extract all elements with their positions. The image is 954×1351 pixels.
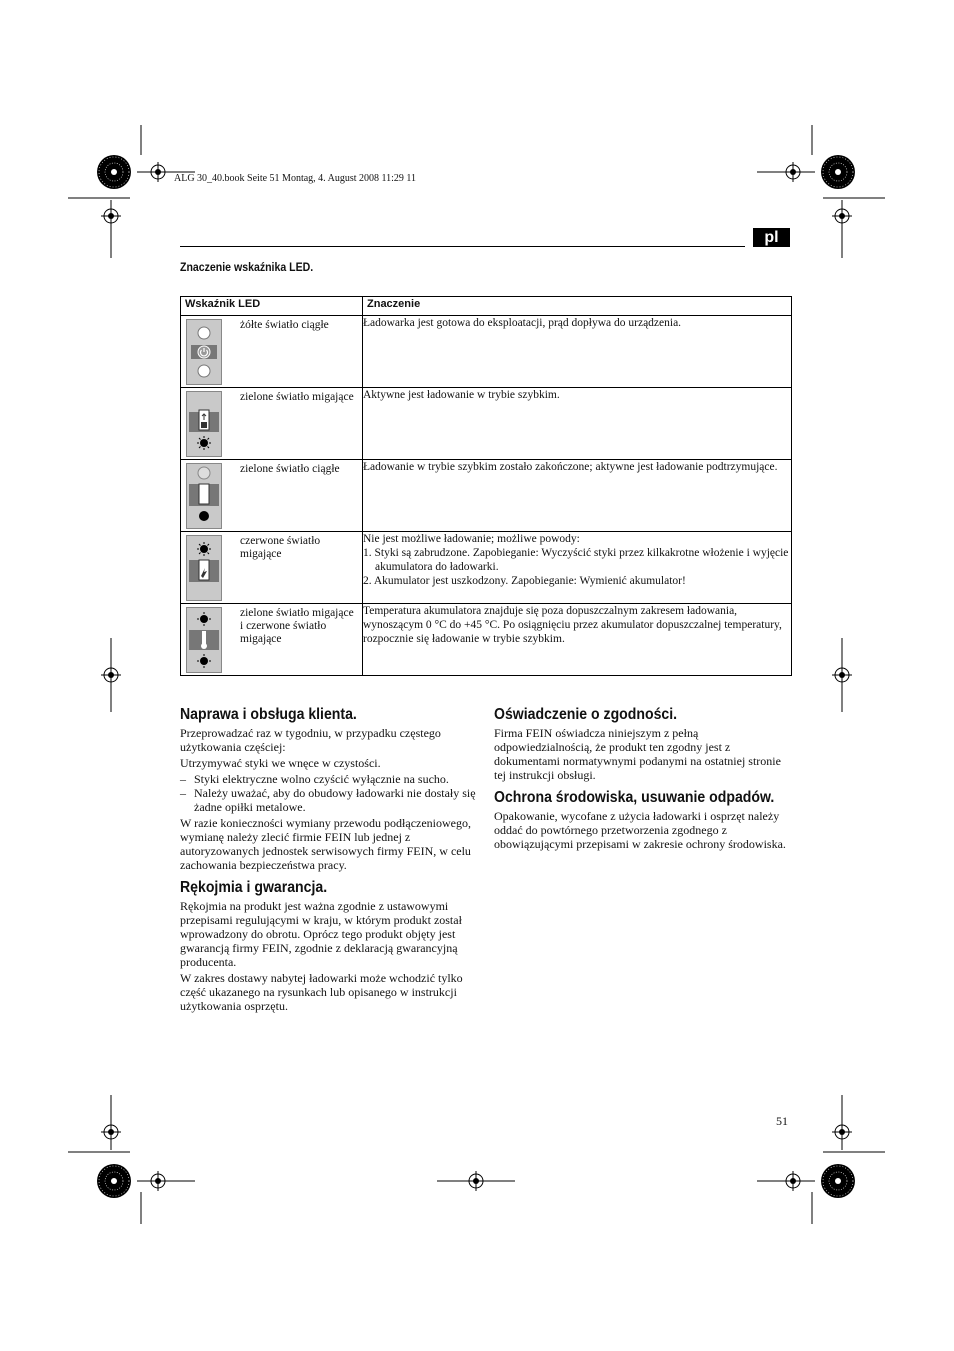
- led-meaning: Temperatura akumulatora znajduje się poza dopuszczalnym zakresem ładowania, wynoszącym 0 °C do +45 °C. Po osiągnięciu przez akumulator dopuszczalnej temperatury, rozpocznie się ładowanie w trybie szybkim.: [363, 604, 792, 676]
- language-tab: pl: [753, 228, 790, 247]
- led-section-title: Znaczenie wskaźnika LED.: [180, 260, 314, 274]
- led-state-label: czerwone światło migające: [240, 535, 321, 560]
- warranty-heading: Rękojmia i gwarancja.: [180, 879, 328, 896]
- right-column: [494, 708, 790, 853]
- conformity-p1: Firma FEIN oświadcza niniejszym z pełną odpowiedzialnością, że produkt ten zgodny jest z dokumentami normatywnymi podanymi na ostatniej stronie tej instrukcji obsługi.: [494, 726, 781, 782]
- header-rule: [180, 246, 745, 247]
- table-header-row: [181, 297, 792, 316]
- repair-p2: Utrzymywać styki we wnęce w czystości.: [180, 756, 381, 770]
- meaning-list: [363, 546, 791, 588]
- page-number: 51: [776, 1114, 788, 1128]
- meaning-intro: Nie jest możliwe ładowanie; możliwe powody:: [363, 533, 580, 545]
- warranty-p1: Rękojmia na produkt jest ważna zgodnie z ustawowymi przepisami regulującymi w kraju, w którym produkt został wprowadzony do obrotu. Oprócz tego produkt objęty jest gwarancją firmy FEIN, zgodnie z deklaracją gwarancyjną producenta.: [180, 899, 462, 969]
- led-state-label: zielone światło ciągłe: [240, 463, 340, 475]
- table-row: [181, 604, 792, 676]
- col-indicator-header: Wskaźnik LED: [181, 297, 363, 316]
- led-meaning: Ładowarka jest gotowa do eksploatacji, prąd dopływa do urządzenia.: [363, 316, 792, 388]
- power-led-icon: [186, 319, 222, 385]
- col-meaning-header: Znaczenie: [363, 297, 792, 316]
- warranty-p2: W zakres dostawy nabytej ładowarki może wchodzić tylko część ukazanego na rysunkach lub opisanego w instrukcji użytkowania osprzętu.: [180, 971, 463, 1013]
- repair-p1: Przeprowadzać raz w tygodniu, w przypadku częstego użytkowania częściej:: [180, 726, 441, 754]
- environment-heading: Ochrona środowiska, usuwanie odpadów.: [494, 789, 775, 806]
- led-meaning: Aktywne jest ładowanie w trybie szybkim.: [363, 388, 792, 460]
- repair-list: [180, 772, 476, 814]
- led-state-label: zielone światło migające i czerwone światło migające: [240, 607, 354, 645]
- repair-heading: Naprawa i obsługa klienta.: [180, 706, 357, 723]
- led-meaning: Ładowanie w trybie szybkim zostało zakończone; aktywne jest ładowanie podtrzymujące.: [363, 460, 792, 532]
- charging-battery-icon: [186, 391, 222, 457]
- table-row: [181, 460, 792, 532]
- led-meaning: [363, 532, 792, 604]
- led-state-label: zielone światło migające: [240, 391, 354, 403]
- table-row: [181, 316, 792, 388]
- print-header: ALG 30_40.book Seite 51 Montag, 4. August 2008 11:29 11: [174, 173, 417, 184]
- list-item: 1. Styki są zabrudzone. Zapobieganie: Wyczyścić styki przez kilkakrotne włożenie i wyjęcie akumulatora do ładowarki.: [363, 547, 789, 573]
- list-item: – Należy uważać, aby do obudowy ładowarki nie dostały się żadne opiłki metalowe.: [180, 786, 476, 814]
- thermometer-icon: [186, 607, 222, 673]
- led-table: [180, 296, 792, 676]
- led-state-label: żółte światło ciągłe: [240, 319, 329, 331]
- table-row: [181, 532, 792, 604]
- conformity-heading: Oświadczenie o zgodności.: [494, 706, 678, 723]
- battery-fault-icon: [186, 535, 222, 601]
- list-item: 2. Akumulator jest uszkodzony. Zapobieganie: Wymienić akumulator!: [363, 575, 686, 587]
- list-item: – Styki elektryczne wolno czyścić wyłącznie na sucho.: [180, 772, 476, 786]
- full-battery-icon: [186, 463, 222, 529]
- environment-p1: Opakowanie, wycofane z użycia ładowarki i osprzęt należy oddać do powtórnego przetworzenia zgodnego z obowiązującymi przepisami w zakresie ochrony środowiska.: [494, 809, 786, 851]
- table-row: [181, 388, 792, 460]
- left-column: [180, 708, 476, 1015]
- repair-p3: W razie konieczności wymiany przewodu podłączeniowego, wymianę należy zlecić firmie FEIN lub jednej z autoryzowanych jednostek serwisowych firmy FEIN, w celu zachowania bezpieczeństwa pracy.: [180, 816, 471, 872]
